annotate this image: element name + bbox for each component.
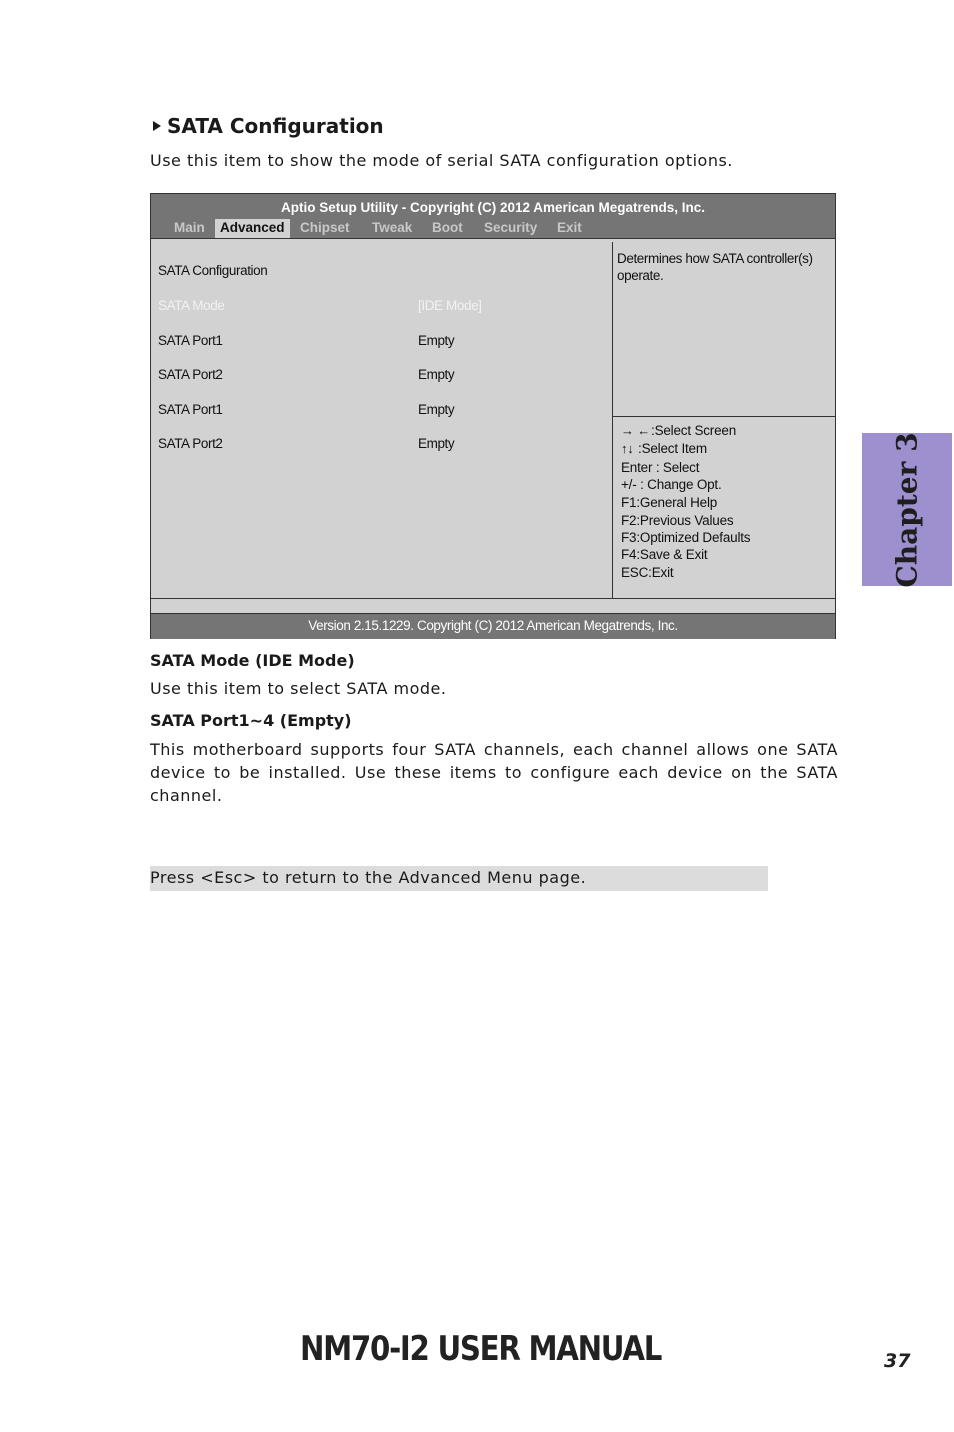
bios-section-label: SATA Configuration: [158, 263, 268, 278]
bios-title: Aptio Setup Utility - Copyright (C) 2012 American Megatrends, Inc.: [280, 200, 706, 215]
key-f1: F1:General Help: [621, 495, 718, 510]
manual-title: NM70-I2 USER MANUAL: [299, 1329, 662, 1369]
left-right-arrow-icon: → ←: [621, 423, 651, 438]
key-change-opt: +/- : Change Opt.: [621, 477, 722, 492]
key-select-item: [621, 441, 707, 456]
help-text: Determines how SATA controller(s) operate.: [617, 251, 813, 283]
bios-footer-bar: [151, 613, 835, 639]
key-esc: ESC:Exit: [621, 565, 674, 580]
sata-port1-value-2: Empty: [418, 402, 455, 417]
tab-tweak[interactable]: Tweak: [372, 220, 413, 235]
key-f4: F4:Save & Exit: [621, 547, 708, 562]
esc-note-text: Press <Esc> to return to the Advanced Menu page.: [150, 868, 587, 887]
sata-mode-heading: SATA Mode (IDE Mode): [150, 651, 355, 670]
chapter-tab: [862, 433, 952, 586]
tab-security[interactable]: Security: [484, 220, 538, 235]
sata-port2-value-2: Empty: [418, 436, 455, 451]
sata-mode-label[interactable]: SATA Mode: [158, 298, 225, 313]
key-select-screen: [621, 423, 736, 438]
sata-port-description: This motherboard supports four SATA channels, each channel allows one SATA device to be installed. Use these items to configure each device on the SATA channel.: [150, 740, 838, 805]
esc-note-bar: [150, 866, 768, 891]
sata-port2-label[interactable]: SATA Port2: [158, 367, 223, 382]
key-f3: F3:Optimized Defaults: [621, 530, 751, 545]
sata-mode-value[interactable]: [IDE Mode]: [418, 298, 482, 313]
key-select-screen-label: :Select Screen: [651, 423, 737, 438]
section-title: SATA Configuration: [167, 114, 384, 138]
key-f2: F2:Previous Values: [621, 513, 734, 528]
bios-setup-screen: [150, 193, 836, 639]
bios-key-legend: [613, 417, 835, 597]
tab-main[interactable]: Main: [174, 220, 205, 235]
sata-port2-label-2[interactable]: SATA Port2: [158, 436, 223, 451]
sata-port2-value: Empty: [418, 367, 455, 382]
sata-port1-label-2[interactable]: SATA Port1: [158, 402, 223, 417]
bios-version-text: Version 2.15.1229. Copyright (C) 2012 American Megatrends, Inc.: [308, 618, 678, 633]
section-heading: [153, 114, 384, 138]
tab-chipset[interactable]: Chipset: [300, 220, 350, 235]
sata-port1-label[interactable]: SATA Port1: [158, 333, 223, 348]
tab-exit[interactable]: Exit: [557, 220, 582, 235]
bios-header-bar: [151, 194, 835, 239]
triangle-bullet-icon: [153, 121, 161, 131]
bios-divider: [151, 598, 835, 613]
tab-boot[interactable]: Boot: [432, 220, 463, 235]
bios-settings-list: [151, 242, 613, 598]
sata-port-heading: SATA Port1~4 (Empty): [150, 711, 352, 730]
key-enter: Enter : Select: [621, 460, 700, 475]
section-intro: Use this item to show the mode of serial SATA configuration options.: [150, 151, 733, 170]
key-select-item-label: :Select Item: [638, 441, 707, 456]
up-down-arrow-icon: ↑↓: [621, 441, 638, 456]
bios-help-panel: [613, 242, 835, 417]
chapter-label: Chapter 3: [890, 431, 924, 588]
page-number: 37: [884, 1350, 911, 1372]
sata-port1-value: Empty: [418, 333, 455, 348]
sata-mode-description: Use this item to select SATA mode.: [150, 679, 447, 698]
tab-advanced[interactable]: Advanced: [215, 219, 290, 238]
